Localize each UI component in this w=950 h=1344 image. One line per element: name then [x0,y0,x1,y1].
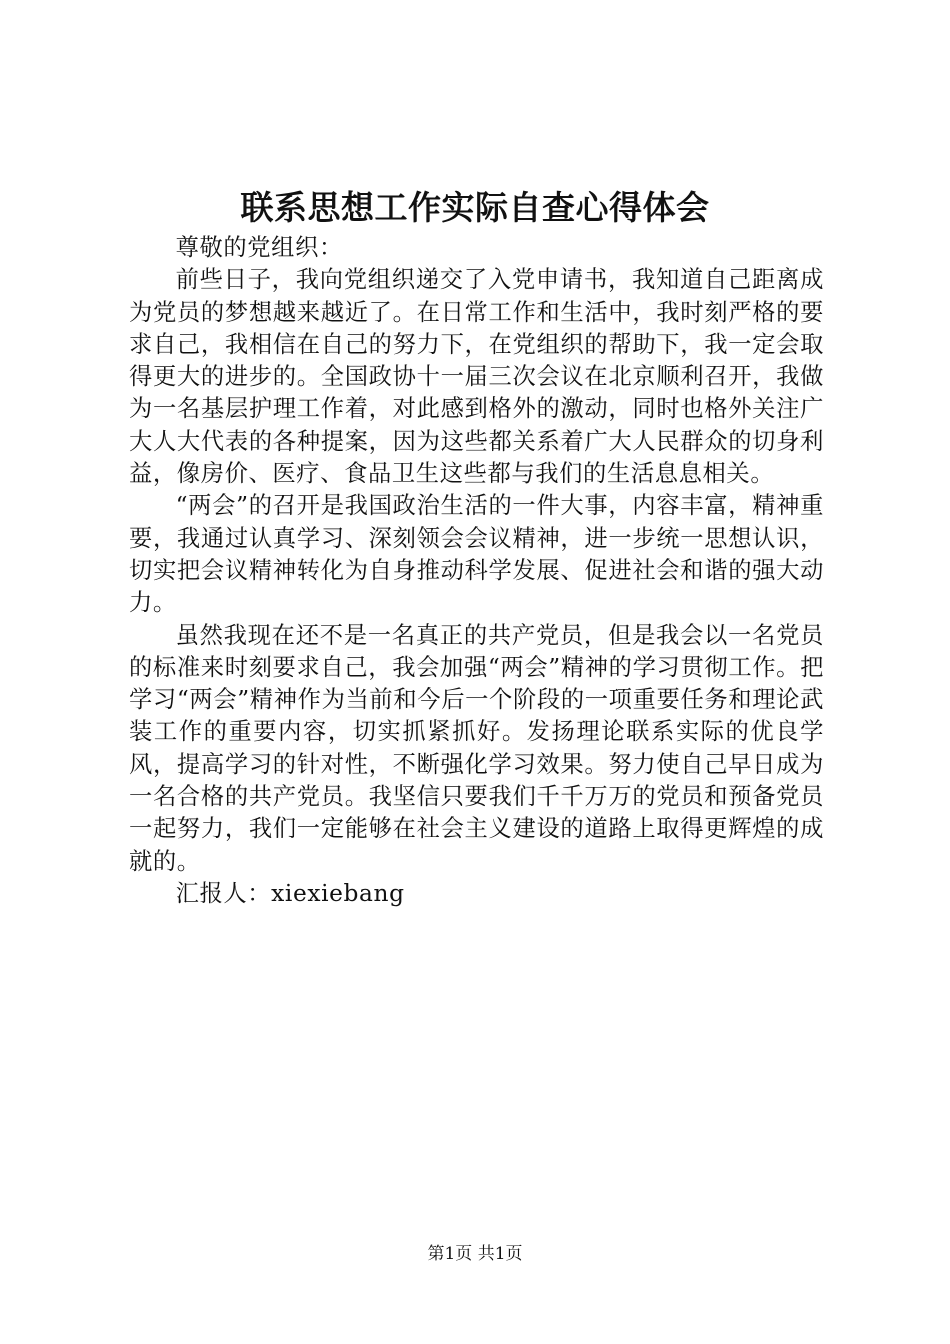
signature: 汇报人：xiexiebang [175,879,405,907]
document-title: 联系思想工作实际自查心得体会 [240,188,710,227]
paragraph-2: “两会”的召开是我国政治生活的一件大事，内容丰富，精神重要，我通过认真学习、深刻领会会议精神，进一步统一思想认识，切实把会议精神转化为自身推动科学发展、促进社会和谐的强大动力。 [129,492,824,617]
salutation: 尊敬的党组织： [175,234,343,261]
paragraph-1: 前些日子，我向党组织递交了入党申请书，我知道自己距离成为党员的梦想越来越近了。在日常工作和生活中，我时刻严格的要求自己，我相信在自己的努力下，在党组织的帮助下，我一定会取得更大的进步的。全国政协十一届三次会议在北京顺利召开，我做为一名基层护理工作着，对此感到格外的激动，同时也格外关注广大人大代表的各种提案，因为这些都关系着广大人民群众的切身利益，像房价、医疗、食品卫生这些都与我们的生活息息相关。 [129,266,824,488]
document-body [129,232,824,910]
page-footer: 第1页 共1页 [427,1244,523,1264]
paragraph-3: 虽然我现在还不是一名真正的共产党员，但是我会以一名党员的标准来时刻要求自己，我会加强“两会”精神的学习贯彻工作。把学习“两会”精神作为当前和今后一个阶段的一项重要任务和理论武装工作的重要内容，切实抓紧抓好。发扬理论联系实际的优良学风，提高学习的针对性，不断强化学习效果。努力使自己早日成为一名合格的共产党员。我坚信只要我们千千万万的党员和预备党员一起努力，我们一定能够在社会主义建设的道路上取得更辉煌的成就的。 [129,621,824,875]
